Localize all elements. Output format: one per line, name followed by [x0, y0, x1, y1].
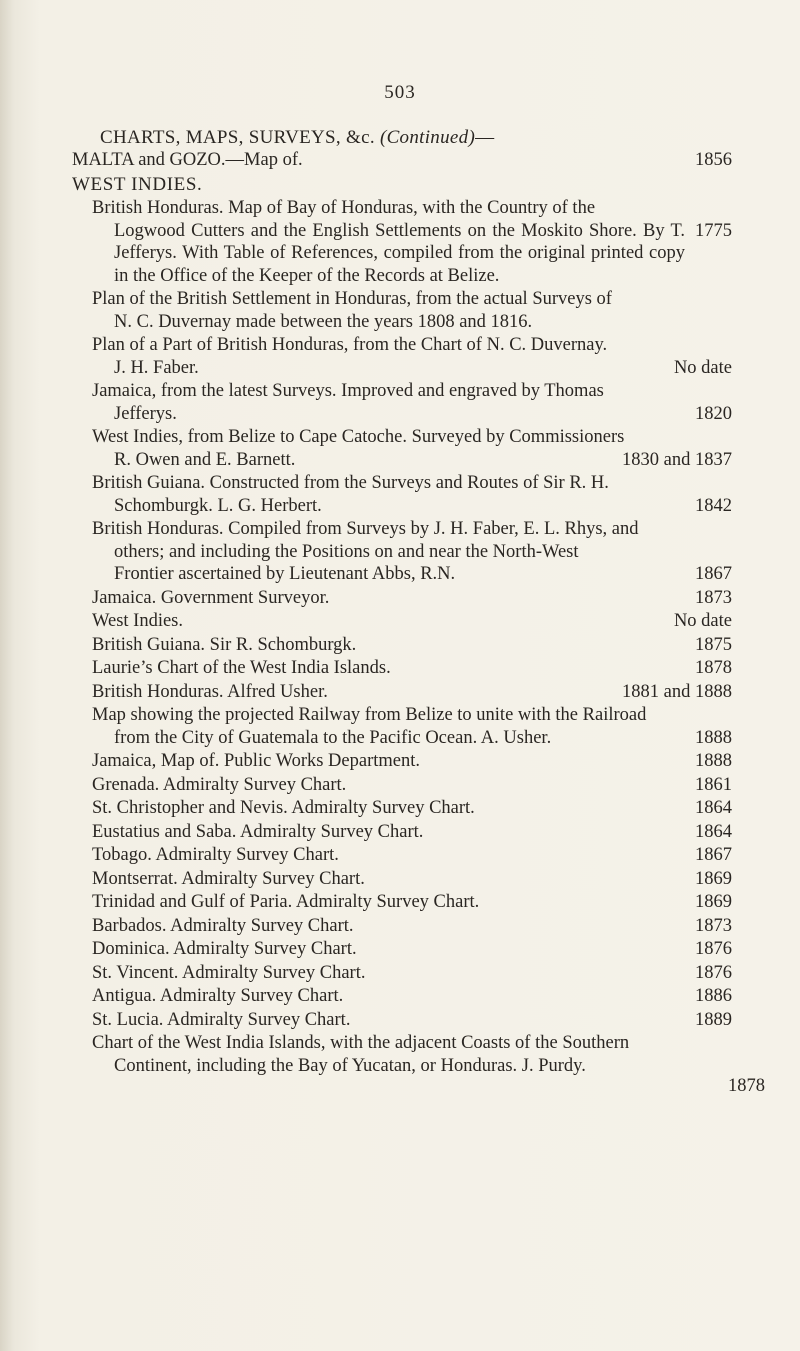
entry-title: British Honduras. Alfred Usher.: [92, 681, 328, 702]
entry-title: St. Christopher and Nevis. Admiralty Survey Chart.: [92, 798, 475, 818]
entry-title: British Guiana. Sir R. Schomburgk.: [92, 634, 357, 655]
entry-date: 1830 and 1837: [622, 449, 732, 470]
entry-continuation: R. Owen and E. Barnett.: [114, 449, 296, 470]
entry-title: Map showing the projected Railway from Belize to unite with the Railroad: [92, 705, 647, 725]
list-item: [92, 915, 732, 938]
entry-title: British Honduras. Map of Bay of Honduras, with the Country of the: [92, 198, 596, 218]
entry-date: 1878: [728, 1076, 765, 1096]
entry-date: 1869: [695, 892, 732, 912]
list-item: [92, 681, 732, 704]
entry-tail: [92, 449, 732, 472]
entry-title: Dominica. Admiralty Survey Chart.: [92, 939, 357, 959]
entry-tail: [92, 727, 732, 750]
entry-list: [72, 197, 765, 1098]
entry-date: No date: [673, 357, 732, 378]
entry-title: Plan of the British Settlement in Honduras, from the actual Surveys of: [92, 289, 612, 309]
entry-title: West Indies, from Belize to Cape Catoche. Surveyed by Commissioners: [92, 427, 625, 447]
list-item: [92, 610, 732, 633]
entry-title: Plan of a Part of British Honduras, from the Chart of N. C. Duvernay.: [92, 335, 608, 355]
entry-title: Eustatius and Saba. Admiralty Survey Chart.: [92, 821, 424, 842]
list-item: [92, 197, 732, 287]
entry-date: 1876: [695, 939, 732, 959]
catalogue-content: [72, 126, 765, 1099]
entry-tail: [92, 220, 732, 288]
list-item: [92, 704, 732, 749]
entry-continuation: Jefferys.: [114, 403, 177, 424]
entry-date: 1820: [695, 403, 732, 424]
entry-continuation: J. H. Faber.: [114, 357, 199, 378]
entry-date: 1864: [695, 798, 732, 818]
entry-date: 1873: [695, 915, 732, 936]
entry-title: Trinidad and Gulf of Paria. Admiralty Survey Chart.: [92, 892, 480, 912]
list-item: [92, 938, 732, 961]
entry-date: 1881 and 1888: [622, 681, 732, 702]
entry-date: 1867: [695, 564, 732, 584]
list-item: [92, 774, 732, 797]
entry-date: 1861: [695, 774, 732, 795]
list-item: [92, 426, 732, 471]
section-title: WEST INDIES.: [72, 174, 203, 195]
entry-date: 1869: [695, 868, 732, 889]
entry-title: Grenada. Admiralty Survey Chart.: [92, 774, 347, 795]
list-item: [92, 334, 732, 379]
subheading-malta: [72, 149, 732, 172]
list-item: [92, 962, 732, 985]
list-item: [92, 750, 732, 773]
entry-tail: [92, 311, 732, 334]
heading-dash: —: [475, 127, 495, 148]
entry-continuation: Schomburgk. L. G. Herbert.: [114, 495, 322, 516]
subheading-date: 1856: [695, 150, 732, 170]
list-item: [92, 634, 732, 657]
list-item: [92, 797, 732, 820]
entry-continuation: Logwood Cutters and the English Settlements on the Moskito Shore. By T. Jefferys. With Table of References, compiled from the original printed copy in the Office of the Keeper of the Records at Belize.: [114, 220, 685, 286]
entry-title: St. Vincent. Admiralty Survey Chart.: [92, 962, 366, 983]
entry-tail: [92, 357, 732, 380]
entry-title: Jamaica. Government Surveyor.: [92, 587, 330, 608]
entry-title: British Guiana. Constructed from the Surveys and Routes of Sir R. H.: [92, 473, 609, 493]
entry-tail: [92, 495, 732, 518]
subheading-label: MALTA and GOZO.—Map of.: [72, 150, 303, 170]
entry-title: Laurie’s Chart of the West India Islands.: [92, 658, 391, 678]
entry-title: Chart of the West India Islands, with the adjacent Coasts of the Southern: [92, 1033, 630, 1053]
entry-title: Montserrat. Admiralty Survey Chart.: [92, 868, 365, 889]
page-heading: [72, 126, 732, 149]
entry-title: Barbados. Admiralty Survey Chart.: [92, 915, 354, 936]
list-item: [92, 288, 732, 333]
entry-date: 1888: [695, 727, 732, 748]
entry-continuation: Continent, including the Bay of Yucatan, or Honduras. J. Purdy.: [114, 1055, 586, 1076]
list-item: [92, 821, 732, 844]
list-item: [92, 844, 732, 867]
entry-title: St. Lucia. Admiralty Survey Chart.: [92, 1009, 351, 1030]
entry-date: 1775: [695, 220, 732, 241]
heading-continued: (Continued): [379, 127, 476, 148]
entry-title: British Honduras. Compiled from Surveys by J. H. Faber, E. L. Rhys, and: [92, 519, 639, 539]
entry-date: 1875: [695, 634, 732, 655]
list-item: [92, 657, 732, 680]
entry-continuation: Frontier ascertained by Lieutenant Abbs, R.N.: [114, 564, 456, 584]
entry-date: No date: [673, 611, 732, 631]
entry-title: Jamaica, Map of. Public Works Department.: [92, 751, 421, 771]
list-item: [92, 587, 732, 610]
entry-date: 1888: [695, 751, 732, 771]
list-item: [92, 472, 732, 517]
heading-main: CHARTS, MAPS, SURVEYS, &c.: [100, 127, 375, 148]
entry-date: 1867: [695, 845, 732, 865]
page-number: 503: [384, 82, 416, 103]
list-item: [92, 518, 732, 586]
list-item: [92, 380, 732, 425]
entry-title: Antigua. Admiralty Survey Chart.: [92, 986, 344, 1006]
entry-title: Jamaica, from the latest Surveys. Improved and engraved by Thomas: [92, 381, 604, 401]
entry-title: Tobago. Admiralty Survey Chart.: [92, 845, 339, 865]
entry-date: 1842: [695, 495, 732, 516]
list-item: [92, 985, 732, 1008]
entry-continuation: N. C. Duvernay made between the years 1808 and 1816.: [114, 311, 533, 332]
entry-date: 1864: [695, 821, 732, 842]
entry-title: West Indies.: [92, 611, 183, 631]
entry-continuation: from the City of Guatemala to the Pacific Ocean. A. Usher.: [114, 727, 552, 748]
entry-tail: [92, 563, 732, 586]
entry-tail: [92, 403, 732, 426]
entry-date: 1889: [695, 1009, 732, 1030]
list-item: [92, 1032, 765, 1098]
list-item: [92, 868, 732, 891]
list-item: [92, 891, 732, 914]
entry-date: 1876: [695, 962, 732, 983]
entry-continuation: others; and including the Positions on and near the North-West: [114, 541, 579, 562]
entry-date: 1878: [695, 658, 732, 678]
entry-date: 1873: [695, 587, 732, 608]
entry-date: 1886: [695, 986, 732, 1006]
list-item: [92, 1009, 732, 1032]
